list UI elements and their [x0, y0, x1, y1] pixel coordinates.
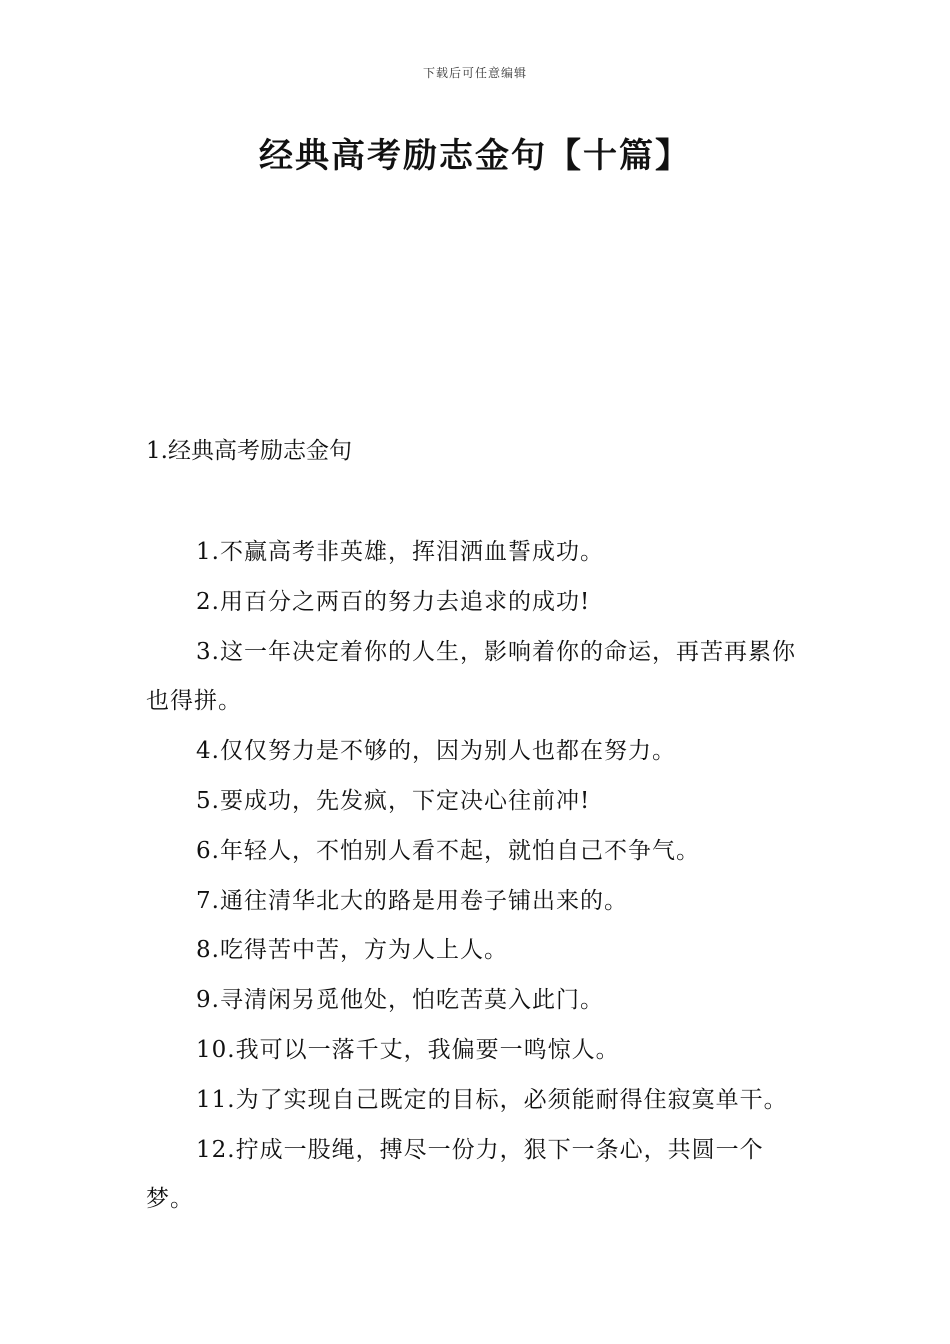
quote-item: 6.年轻人，不怕别人看不起，就怕自己不争气。 — [196, 837, 700, 864]
quote-item: 1.不赢高考非英雄，挥泪洒血誓成功。 — [196, 539, 604, 565]
quote-item: 8.吃得苦中苦，方为人上人。 — [196, 937, 508, 964]
quote-item: 3.这一年决定着你的人生，影响着你的命运，再苦再累你也得拼。 — [146, 638, 796, 715]
quote-item: 7.通往清华北大的路是用卷子铺出来的。 — [196, 887, 628, 914]
quote-item: 2.用百分之两百的努力去追求的成功! — [196, 588, 591, 615]
quote-list — [146, 528, 811, 1225]
quote-item: 4.仅仅努力是不够的，因为别人也都在努力。 — [196, 738, 676, 765]
header-note: 下载后可任意编辑 — [422, 66, 527, 80]
section-heading: 1.经典高考励志金句 — [146, 438, 352, 464]
document-title: 经典高考励志金句【十篇】 — [259, 136, 691, 176]
quote-item: 12.拧成一股绳，搏尽一份力，狠下一条心，共圆一个梦。 — [146, 1136, 764, 1213]
quote-item: 10.我可以一落千丈，我偏要一鸣惊人。 — [196, 1036, 620, 1063]
quote-item: 9.寻清闲另觅他处，怕吃苦莫入此门。 — [196, 987, 604, 1014]
quote-item: 5.要成功，先发疯，下定决心往前冲! — [196, 787, 591, 814]
quote-item: 11.为了实现自己既定的目标，必须能耐得住寂寞单干。 — [196, 1086, 788, 1113]
